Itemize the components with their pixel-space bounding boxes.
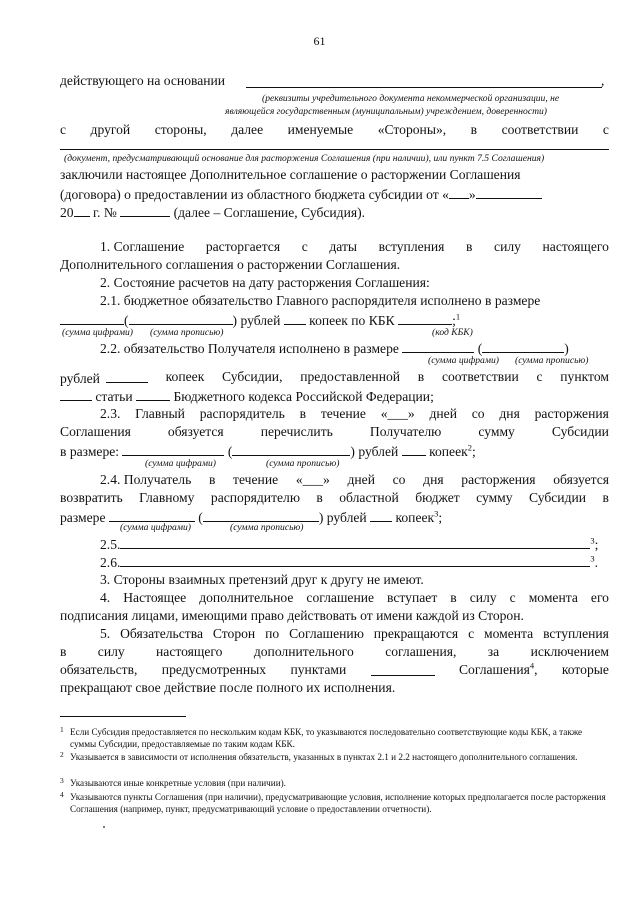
footnote-text: Если Субсидия предоставляется по нескольким кодам КБК, то указываются последовательно соответствующие коды КБК, а также суммы Субсидии, предоставляемые по таким кодам КБК. xyxy=(70,727,583,749)
obligations-word: обязательств, xyxy=(60,662,138,677)
article-label: статьи xyxy=(92,389,133,404)
clause-1-line-1 xyxy=(100,238,609,256)
clause-2-4-l2-word: Субсидии xyxy=(529,490,587,505)
footnote-3 xyxy=(60,778,609,790)
kopecks-field-3[interactable] xyxy=(370,507,392,522)
clause-2-4-l2-word: сумму xyxy=(476,490,513,505)
clause-2-1-line-1: 2.1. бюджетное обязательство Главного распорядителя исполнено в размере xyxy=(100,293,541,308)
clause-2-3-l2-word: Субсидии xyxy=(551,424,609,439)
clause-2-3-word: Главный xyxy=(135,406,185,421)
refund-sum-words-field[interactable] xyxy=(203,507,319,522)
year-prefix: 20 xyxy=(60,205,74,220)
footnote-number: 1 xyxy=(60,725,64,734)
clause-4-word: момента xyxy=(528,590,578,605)
other-party-word: именуемые xyxy=(287,122,354,137)
clause-2-2-word: в xyxy=(417,369,425,384)
clause-2-4-line-2 xyxy=(60,489,609,507)
quote-close: » xyxy=(468,187,476,202)
recipient-sum-digits-field[interactable] xyxy=(402,338,474,353)
hint-kbk: (код КБК) xyxy=(432,327,473,338)
clause-4-word: соглашение xyxy=(306,590,375,605)
clause-5-word: Сторон xyxy=(212,626,256,641)
clause-2-2-word: рублей xyxy=(60,368,148,388)
agreement-word: Соглашения xyxy=(458,662,530,677)
number-field[interactable] xyxy=(120,202,170,217)
clause-2-2-word: Субсидии, xyxy=(222,369,283,384)
clause-2-5-label: 2.5. xyxy=(100,537,121,552)
kbk-field[interactable] xyxy=(398,310,452,325)
clause-2-3-l2-word: Соглашения xyxy=(60,424,131,439)
clause-5-l2-word: исключением xyxy=(530,644,609,659)
agreement-line-2 xyxy=(60,184,609,204)
clause-3: 3. Стороны взаимных претензий друг к другу не имеют. xyxy=(100,572,424,587)
provided-word: предусмотренных xyxy=(161,662,267,677)
clause-2-6-field[interactable] xyxy=(120,552,590,567)
footnote-ref-4[interactable]: 4 xyxy=(529,660,535,671)
clause-2-2-line-3 xyxy=(60,386,609,406)
clause-2-3-l2-word: обязуется xyxy=(167,424,224,439)
clause-5-line-3: обязательств, предусмотренных пунктами Соглашения$^4$, которые xyxy=(60,661,609,681)
clause-2-2-word: копеек xyxy=(165,369,205,384)
hint-sum-digits-3: (сумма цифрами) xyxy=(145,458,216,469)
clause-2-3-word: 2.3. xyxy=(100,406,121,421)
clause-4-word: силу xyxy=(469,590,497,605)
hint-sum-digits-4: (сумма цифрами) xyxy=(120,522,191,533)
hint-sum-digits-2: (сумма цифрами) xyxy=(428,355,499,366)
kbk-label: копеек по КБК xyxy=(305,313,395,328)
footnote-text: Указываются пункты Соглашения (при наличии), предусматривающие условия, исполнение которых предполагается после расторжения Соглашения (например, пункт, предусматривающий условие о предоставлении отчетности). xyxy=(70,792,606,814)
refund-sum-digits-field[interactable] xyxy=(109,507,195,522)
basis-hint-1: (реквизиты учредительного документа некоммерческой организации, не xyxy=(262,93,560,104)
clause-5-l2-word: соглашения, xyxy=(385,644,457,659)
basis-hint-2: являющейся государственным (муниципальным) учреждением, доверенности) xyxy=(225,106,547,117)
clause-2-4-l2-word: Главному xyxy=(139,490,195,505)
clause-4-word: его xyxy=(590,590,609,605)
basis-label: действующего на основании xyxy=(60,73,226,88)
clause-2-3-word: в xyxy=(299,406,307,421)
clause-1-word: в xyxy=(466,239,473,254)
clause-2-4-l2-word: бюджет xyxy=(415,490,460,505)
footnote-4 xyxy=(60,792,609,815)
clause-1-word: вступления xyxy=(378,239,445,254)
clause-2-2-word: с xyxy=(536,369,543,384)
year-field[interactable] xyxy=(74,202,90,217)
clause-5-word: момента xyxy=(484,626,534,641)
sum-words-field[interactable] xyxy=(129,310,233,325)
clause-2-4-word: расторжения xyxy=(461,472,536,487)
clause-1-word: силу xyxy=(494,239,521,254)
clause-2-2-line-2 xyxy=(60,368,609,388)
clause-2-5-field[interactable] xyxy=(120,534,590,549)
footnote-ref-1[interactable]: 1 xyxy=(455,311,461,322)
clause-5-l2-word: силу xyxy=(97,644,125,659)
budget-code-text: Бюджетного кодекса Российской Федерации; xyxy=(170,389,434,404)
page-number: 61 xyxy=(313,34,326,48)
clause-5-l2-word: настоящего xyxy=(156,644,223,659)
clause-2-3-word: расторжения xyxy=(534,406,609,421)
number-label: г. № xyxy=(89,205,117,220)
grounds-field[interactable] xyxy=(60,149,609,150)
clause-2-3-line-1 xyxy=(100,405,609,423)
other-party-word: с xyxy=(60,122,67,137)
other-party-line xyxy=(60,121,609,139)
clause-1-word: даты xyxy=(329,239,358,254)
agreement-alias: (далее – Соглашение, Субсидия). xyxy=(170,205,366,220)
clause-2-4-word: дня xyxy=(423,472,444,487)
clause-2-4-l2-word: областной xyxy=(339,490,399,505)
clause-5-word: Обязательства xyxy=(120,626,203,641)
recipient-sum-words-field[interactable] xyxy=(482,338,564,353)
clause-2-3-word: дней xyxy=(429,406,457,421)
month-field[interactable] xyxy=(476,184,542,199)
clause-2-3-line-3: в размере: ( ) рублей копеек$^2$; xyxy=(60,442,476,459)
clause-5-word: Соглашению xyxy=(289,626,364,641)
clause-5-line-1 xyxy=(100,625,609,643)
clause-2: 2. Состояние расчетов на дату расторжения Соглашения: xyxy=(100,275,430,290)
kopecks-field[interactable] xyxy=(284,310,306,325)
other-party-word: другой xyxy=(90,122,131,137)
grounds-hint: (документ, предусматривающий основание для расторжения Соглашения (при наличии), или пункт 7.5 Соглашения) xyxy=(64,153,545,164)
clause-2-4-line-1 xyxy=(100,471,609,489)
article-field[interactable] xyxy=(136,386,170,401)
sum-digits-field[interactable] xyxy=(60,310,124,325)
clause-2-3-word: течение xyxy=(320,406,366,421)
amount-label-2: размере xyxy=(60,510,106,525)
footnote-ref-3b[interactable]: 3 xyxy=(590,535,595,546)
hint-sum-words-4: (сумма прописью) xyxy=(230,522,304,533)
clause-4-word: с xyxy=(509,590,516,605)
amount-label: в размере: xyxy=(60,444,120,459)
clause-2-3-word: со xyxy=(471,406,485,421)
clause-4-word: дополнительное xyxy=(199,590,294,605)
clause-2-2-word: пунктом xyxy=(560,369,609,384)
point-field[interactable] xyxy=(60,386,92,401)
clause-1-line-2: Дополнительного соглашения о расторжении Соглашения. xyxy=(60,257,401,272)
footnote-text: Указываются иные конкретные условия (при наличии). xyxy=(70,778,286,788)
agreement-line-3 xyxy=(60,202,609,222)
clause-4-line-1 xyxy=(100,589,609,607)
clause-5-word: вступления xyxy=(543,626,609,641)
clause-2-3-word: «___» xyxy=(380,406,415,421)
clause-2-4-word: «___» xyxy=(295,472,330,487)
clause-2-3-l2-word: Получателю xyxy=(369,424,442,439)
rubles-label-3: ) рублей xyxy=(318,510,367,525)
kopecks-label-2: копеек xyxy=(425,444,468,459)
clause-2-6: 2.6. $^3$. xyxy=(100,553,599,570)
footnote-number: 2 xyxy=(60,750,64,759)
footnote-2 xyxy=(60,752,609,764)
footnote-1 xyxy=(60,727,609,750)
hint-sum-words: (сумма прописью) xyxy=(150,327,224,338)
other-party-word: соответствии xyxy=(501,122,579,137)
footnote-ref-2[interactable]: 2 xyxy=(467,442,472,453)
rubles-label-2: ) рублей xyxy=(350,444,399,459)
rubles-field[interactable] xyxy=(106,368,148,383)
clause-2-2-word: соответствии xyxy=(441,369,519,384)
clause-1-word: расторгается xyxy=(205,239,281,254)
rubles-label: ) рублей xyxy=(232,313,281,328)
which-word: которые xyxy=(561,662,609,677)
footnote-ref-3c[interactable]: 3 xyxy=(590,553,595,564)
return-sum-words-field[interactable] xyxy=(232,441,350,456)
clause-2-4-l2-word: в xyxy=(602,490,609,505)
clause-2-3-l2-word: сумму xyxy=(478,424,515,439)
clause-1-word: с xyxy=(301,239,308,254)
clause-2-2-text: 2.2. обязательство Получателя исполнено в размере xyxy=(100,341,399,356)
other-party-word: далее xyxy=(231,122,264,137)
points-word: пунктами xyxy=(290,662,347,677)
clause-2-4-word: дней xyxy=(347,472,375,487)
return-sum-digits-field[interactable] xyxy=(122,441,224,456)
clause-5-word: с xyxy=(468,626,475,641)
clause-1-word: настоящего xyxy=(542,239,609,254)
clause-2-2-line-1: 2.2. обязательство Получателя исполнено в размере ( ) xyxy=(100,338,639,358)
clause-2-4-line-3: размере ( ) рублей копеек$^3$; xyxy=(60,508,443,525)
clause-2-4-l2-word: распорядителю xyxy=(210,490,300,505)
hint-sum-words-3: (сумма прописью) xyxy=(266,458,340,469)
clause-2-4-word: в xyxy=(208,472,216,487)
clause-5-l2-word: за xyxy=(487,644,500,659)
semicolon: ; xyxy=(452,313,456,328)
agreement-from-text: (договора) о предоставлении из областного бюджета субсидии от « xyxy=(60,187,449,202)
clause-2-6-label: 2.6. xyxy=(100,555,121,570)
clause-1-word: 1. Соглашение xyxy=(100,239,185,254)
other-party-word: с xyxy=(602,122,609,137)
points-field[interactable] xyxy=(371,661,435,676)
clause-5-word: по xyxy=(265,626,280,641)
clause-5-word: 5. xyxy=(100,626,111,641)
footnote-text: Указывается в зависимости от исполнения обязательств, указанных в пунктах 2.1 и 2.2 настоящего дополнительного соглашения. xyxy=(70,752,578,762)
clause-5-l2-word: дополнительного xyxy=(253,644,354,659)
footnote-number: 4 xyxy=(60,790,64,799)
clause-2-3-l2-word: перечислить xyxy=(260,424,333,439)
kopecks-field-2[interactable] xyxy=(402,441,426,456)
footnote-ref-3[interactable]: 3 xyxy=(434,508,439,519)
clause-5-l2-word: в xyxy=(60,644,67,659)
clause-2-1-line-2: ( ) рублей копеек по КБК ;$^1$ xyxy=(60,310,609,330)
clause-2-4-word: со xyxy=(392,472,406,487)
clause-4-word: Настоящее xyxy=(123,590,187,605)
clause-2-3-word: дня xyxy=(499,406,520,421)
clause-4-word: в xyxy=(450,590,457,605)
kopecks-label-3: копеек xyxy=(392,510,435,525)
clause-2-4-word: течение xyxy=(233,472,279,487)
other-party-word: «Стороны», xyxy=(377,122,447,137)
hint-sum-words-2: (сумма прописью) xyxy=(515,355,589,366)
clause-4-word: вступает xyxy=(387,590,438,605)
clause-2-4-l2-word: возвратить xyxy=(60,490,123,505)
basis-field[interactable] xyxy=(246,87,602,88)
clause-2-5: 2.5. $^3$; xyxy=(100,535,599,552)
clause-5-line-2 xyxy=(60,643,609,661)
basis-comma: , xyxy=(601,73,605,88)
clause-2-4-l2-word: в xyxy=(316,490,323,505)
day-field[interactable] xyxy=(449,184,469,199)
agreement-line-1: заключили настоящее Дополнительное соглашение о расторжении Соглашения xyxy=(60,167,521,182)
footnote-number: 3 xyxy=(60,776,64,785)
footnote-separator xyxy=(60,716,186,717)
clause-5-word: прекращаются xyxy=(373,626,459,641)
clause-2-4-word: обязуется xyxy=(553,472,609,487)
scan-speck xyxy=(103,826,105,828)
clause-5-line-4: прекращают свое действие после полного их исполнения. xyxy=(60,680,396,695)
clause-2-2-word: предоставленной xyxy=(300,369,401,384)
clause-2-3-word: распорядитель xyxy=(199,406,285,421)
other-party-word: стороны, xyxy=(154,122,207,137)
other-party-word: в xyxy=(470,122,478,137)
clause-2-3-line-2 xyxy=(60,423,609,441)
clause-2-4-word: 2.4. Получатель xyxy=(100,472,192,487)
clause-4-line-2: подписания лицами, имеющими право действовать от имени каждой из Сторон. xyxy=(60,608,524,623)
hint-sum-digits: (сумма цифрами) xyxy=(62,327,133,338)
clause-4-word: 4. xyxy=(100,590,111,605)
